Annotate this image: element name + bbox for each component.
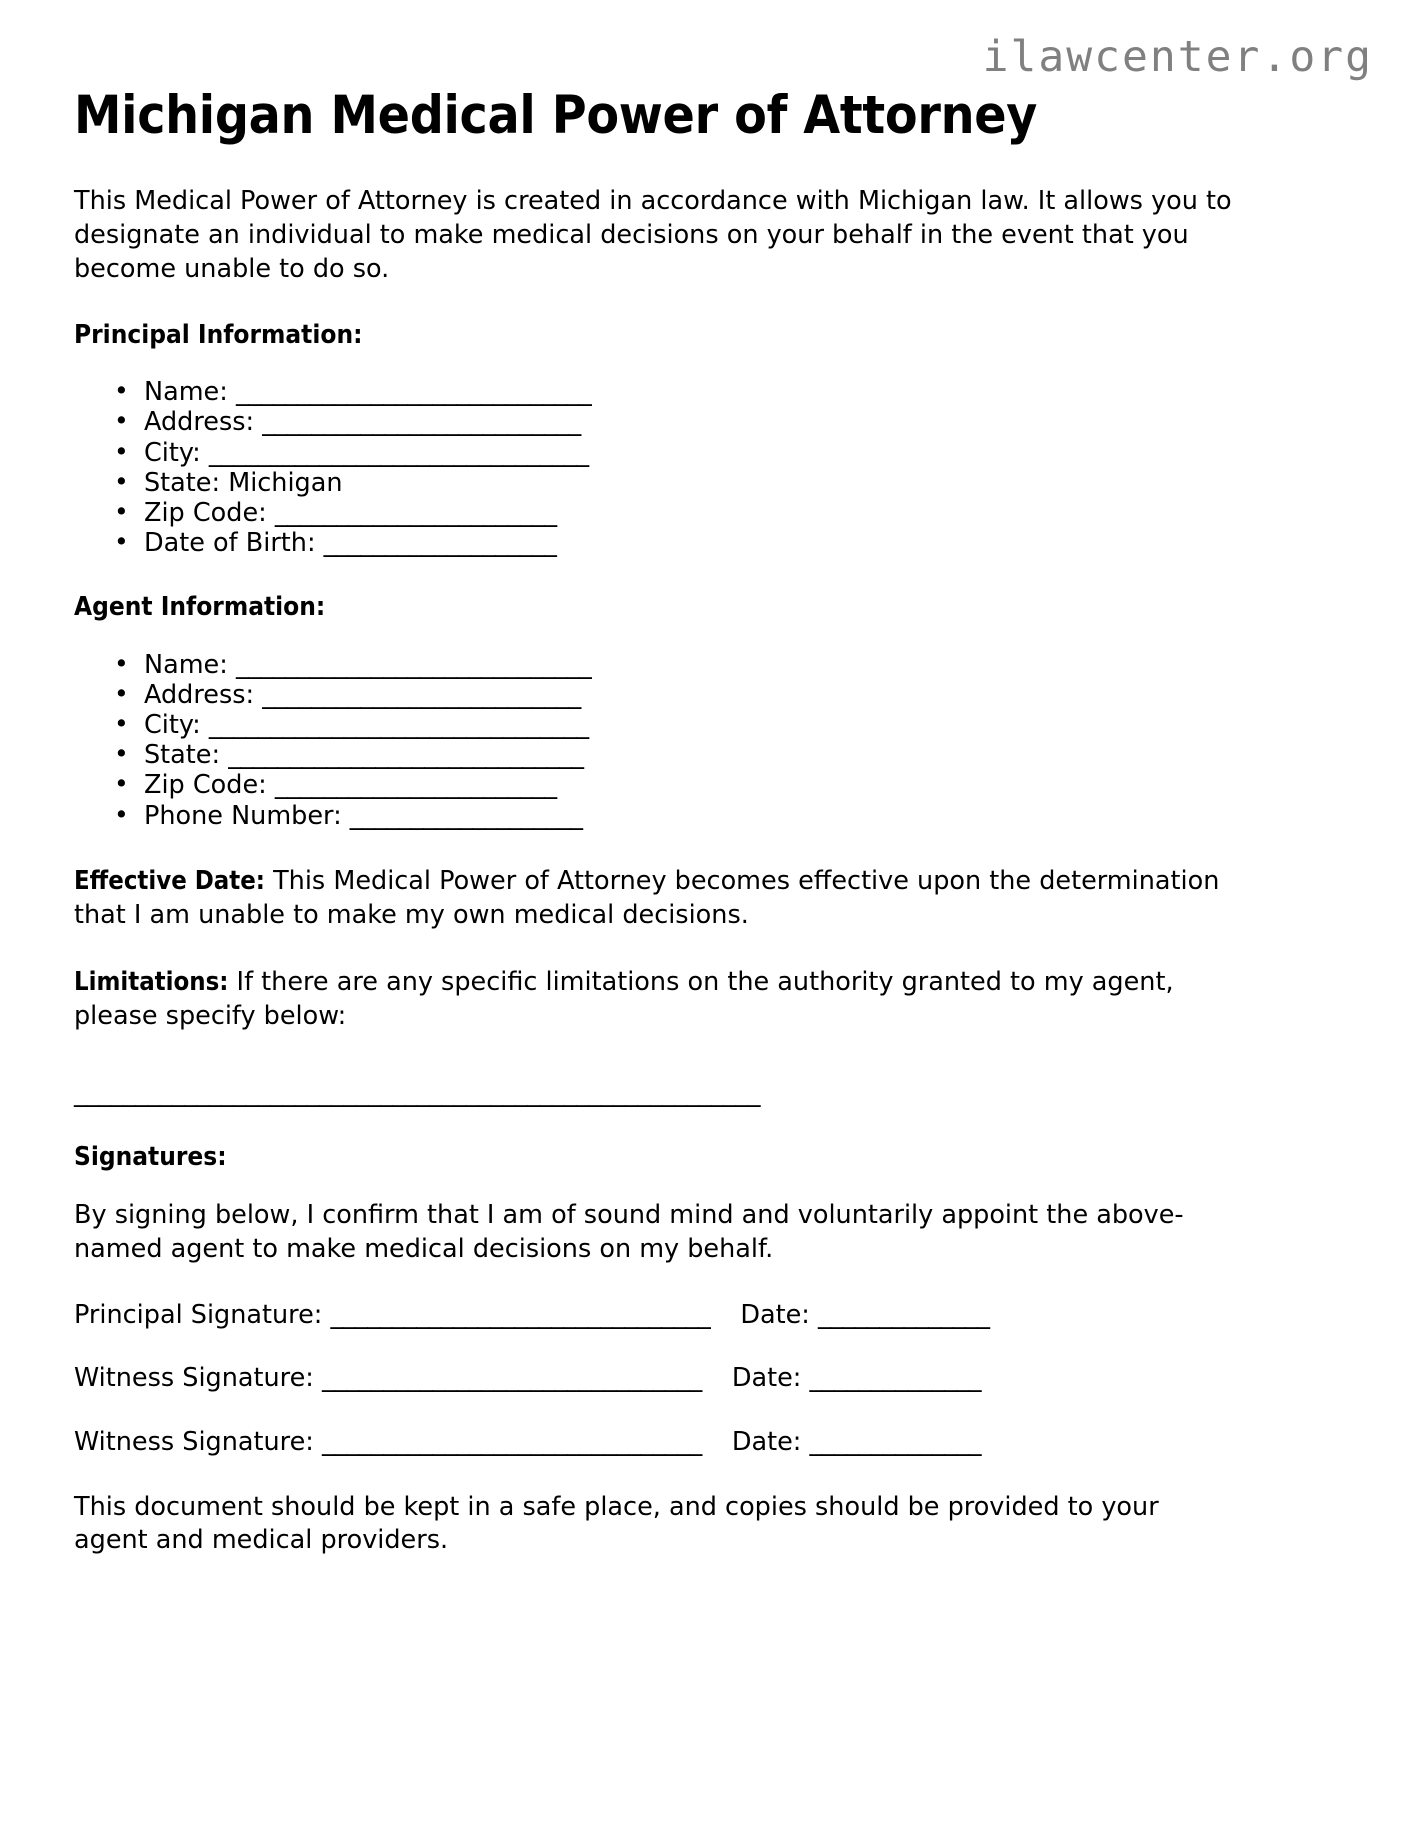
field-label: City: [144, 437, 201, 468]
field-label: Address: [144, 679, 255, 710]
signature-blank[interactable]: _______________________________ [321, 1426, 702, 1457]
signatures-heading: Signatures: [74, 1141, 227, 1172]
spacer [74, 1064, 1344, 1078]
signature-label: Witness Signature: [74, 1363, 314, 1394]
field-blank[interactable]: _______________________________ [208, 437, 589, 468]
field-label: State: [144, 740, 221, 771]
field-label: Zip Code: [144, 770, 267, 801]
witness-signature-row-2 [74, 1427, 1344, 1458]
field-blank[interactable]: __________________________ [262, 679, 581, 710]
effective-date-paragraph [74, 865, 1239, 933]
field-blank[interactable]: _______________________ [274, 498, 557, 529]
field-label: State: [144, 467, 221, 498]
limitations-text: If there are any specific limitations on the authority granted to my agent, please specify below: [74, 966, 1174, 1031]
site-watermark: ilawcenter.org [982, 32, 1373, 82]
list-item [114, 740, 1344, 770]
field-label: Date of Birth: [144, 528, 316, 559]
field-blank[interactable]: __________________________ [262, 407, 581, 438]
field-label: Name: [144, 377, 228, 408]
principal-information-heading: Principal Information: [74, 320, 363, 351]
field-label: City: [144, 710, 201, 741]
field-label: Zip Code: [144, 498, 267, 529]
field-blank[interactable]: ___________________ [323, 528, 557, 559]
list-item [114, 801, 1344, 831]
signature-blank[interactable]: _______________________________ [330, 1299, 711, 1330]
date-label: Date: [731, 1363, 802, 1394]
field-blank[interactable]: _______________________ [274, 770, 557, 801]
effective-date-text: This Medical Power of Attorney becomes effective upon the determination that I am unable to make my own medical decisions. [74, 865, 1220, 930]
list-item [114, 528, 1344, 558]
signature-label: Principal Signature: [74, 1299, 323, 1330]
signature-label: Witness Signature: [74, 1426, 314, 1457]
list-item [114, 650, 1344, 680]
list-item [114, 770, 1344, 800]
list-item [114, 407, 1344, 437]
agent-fields-list [74, 650, 1344, 831]
field-label: Phone Number: [144, 800, 342, 831]
field-label: Name: [144, 649, 228, 680]
date-label: Date: [740, 1299, 810, 1330]
field-label: Address: [144, 407, 255, 438]
principal-signature-row [74, 1300, 1344, 1331]
field-value: Michigan [228, 467, 343, 498]
signature-statement: By signing below, I confirm that I am of sound mind and voluntarily appoint the above-named agent to make medical decisions on my behalf. [74, 1199, 1184, 1264]
date-label: Date: [731, 1426, 802, 1457]
intro-paragraph: This Medical Power of Attorney is created in accordance with Michigan law. It allows you to designate an individual to make medical decisions on your behalf in the event that you become unable to do so. [74, 186, 1232, 285]
list-item [114, 377, 1344, 407]
principal-fields-list [74, 377, 1344, 558]
effective-date-label: Effective Date: [74, 865, 265, 896]
list-item [114, 468, 1344, 498]
limitations-label: Limitations: [74, 966, 229, 997]
field-blank[interactable]: _______________________________ [208, 710, 589, 741]
agent-information-heading: Agent Information: [74, 592, 326, 623]
witness-signature-row-1 [74, 1363, 1344, 1394]
signature-blank[interactable]: _______________________________ [321, 1363, 702, 1394]
list-item [114, 710, 1344, 740]
date-blank[interactable]: ______________ [809, 1363, 981, 1394]
page-title: Michigan Medical Power of Attorney [74, 85, 1038, 146]
list-item [114, 438, 1344, 468]
date-blank[interactable]: ______________ [809, 1426, 981, 1457]
document-body [74, 86, 1344, 1591]
field-blank[interactable]: ___________________ [349, 800, 583, 831]
list-item [114, 498, 1344, 528]
field-blank[interactable]: _____________________________ [228, 740, 584, 771]
list-item [114, 680, 1344, 710]
field-blank[interactable]: _____________________________ [235, 377, 592, 408]
limitations-paragraph [74, 966, 1239, 1034]
closing-paragraph: This document should be kept in a safe place, and copies should be provided to your agent and medical providers. [74, 1491, 1159, 1556]
limitations-blank-line[interactable]: ________________________________________________________ [74, 1077, 760, 1108]
date-blank[interactable]: ______________ [818, 1299, 990, 1330]
field-blank[interactable]: _____________________________ [235, 649, 592, 680]
